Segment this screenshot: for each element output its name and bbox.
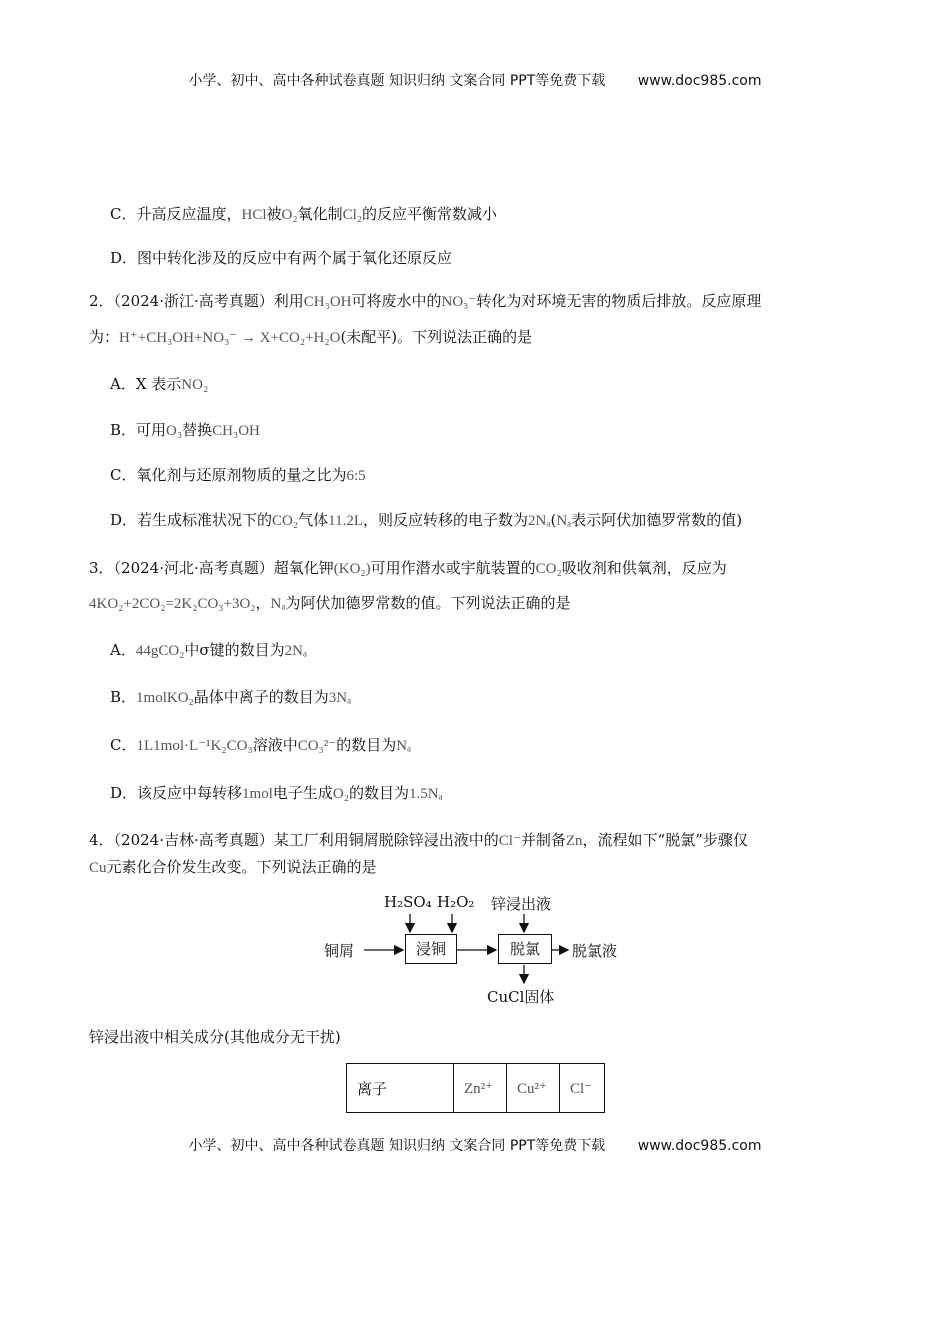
- header-site-link[interactable]: www.doc985.com: [637, 73, 762, 89]
- flow-input-zinc-leachate: 锌浸出液: [491, 895, 552, 913]
- page-header: [0, 70, 950, 90]
- q4-stem-line2: Cu元素化合价发生改变。下列说法正确的是: [89, 858, 377, 876]
- flow-box-leach: 浸铜: [405, 934, 457, 964]
- q4-table-title: 锌浸出液中相关成分(其他成分无干扰): [89, 1028, 341, 1046]
- q2-stem-line1: 2．（2024·浙江·高考真题）利用CH₃OH可将废水中的NO₃⁻转化为对环境无害的物质后排放。反应原理: [89, 292, 762, 310]
- footer-text: 小学、初中、高中各种试卷真题 知识归纳 文案合同 PPT等免费下载: [188, 1138, 606, 1154]
- q3-stem-line2: 4KO₂+2CO₂=2K₂CO₃+3O₂，Nₐ为阿伏加德罗常数的值。下列说法正确的是: [89, 594, 571, 612]
- table-row: [347, 1064, 605, 1113]
- q2-option-c: C．氧化剂与还原剂物质的量之比为6:5: [110, 466, 366, 484]
- q3-option-d: D．该反应中每转移1mol电子生成O₂的数目为1.5Nₐ: [110, 784, 443, 802]
- table-header-cu: Cu²⁺: [507, 1064, 560, 1113]
- table-header-cl: Cl⁻: [560, 1064, 605, 1113]
- q3-option-c: C．1L1mol·L⁻¹K₂CO₃溶液中CO₃²⁻的数目为Nₐ: [110, 736, 412, 754]
- q2-option-b: B．可用O₃替换CH₃OH: [110, 421, 260, 439]
- flow-input-h2o2: H₂O₂: [437, 893, 475, 911]
- table-header-ion: 离子: [347, 1064, 454, 1113]
- q2-option-d: D．若生成标准状况下的CO₂气体11.2L，则反应转移的电子数为2Nₐ(Nₐ表示阿伏加德罗常数的值): [110, 511, 743, 529]
- flow-start-copper: 铜屑: [324, 942, 355, 960]
- q2-option-a: A．X 表示NO₂: [110, 375, 209, 393]
- q2-number: 2．: [89, 292, 114, 310]
- flow-box-dechlor: 脱氯: [498, 934, 552, 964]
- footer-site-link[interactable]: www.doc985.com: [637, 1138, 762, 1154]
- flow-output-solution: 脱氯液: [572, 942, 618, 960]
- flow-input-h2so4: H₂SO₄: [384, 893, 432, 911]
- flow-output-cucl: CuCl固体: [487, 988, 555, 1006]
- q1-option-d: D．图中转化涉及的反应中有两个属于氧化还原反应: [110, 249, 453, 267]
- q2-stem-line2: 为：H⁺+CH₃OH+NO₃⁻ → X+CO₂+H₂O(未配平)。下列说法正确的是: [89, 328, 533, 346]
- q4-number: 4．: [89, 831, 114, 849]
- table-header-zn: Zn²⁺: [454, 1064, 507, 1113]
- q3-stem-line1: 3．（2024·河北·高考真题）超氧化钾(KO₂)可用作潜水或宇航装置的CO₂吸收剂和供氧剂，反应为: [89, 559, 727, 577]
- header-text: 小学、初中、高中各种试卷真题 知识归纳 文案合同 PPT等免费下载: [188, 73, 606, 89]
- q1-option-c: C．升高反应温度，HCl被O₂氧化制Cl₂的反应平衡常数减小: [110, 205, 498, 223]
- ion-table: [346, 1063, 605, 1113]
- q3-option-a: A．44gCO₂中σ键的数目为2Nₐ: [110, 641, 308, 659]
- q4-stem-line1: 4．（2024·吉林·高考真题）某工厂利用铜屑脱除锌浸出液中的Cl⁻并制备Zn，流程如下“脱氯”步骤仅: [89, 831, 748, 849]
- q3-option-b: B．1molKO₂晶体中离子的数目为3Nₐ: [110, 688, 352, 706]
- q3-number: 3．: [89, 559, 114, 577]
- page-footer: [0, 1135, 950, 1155]
